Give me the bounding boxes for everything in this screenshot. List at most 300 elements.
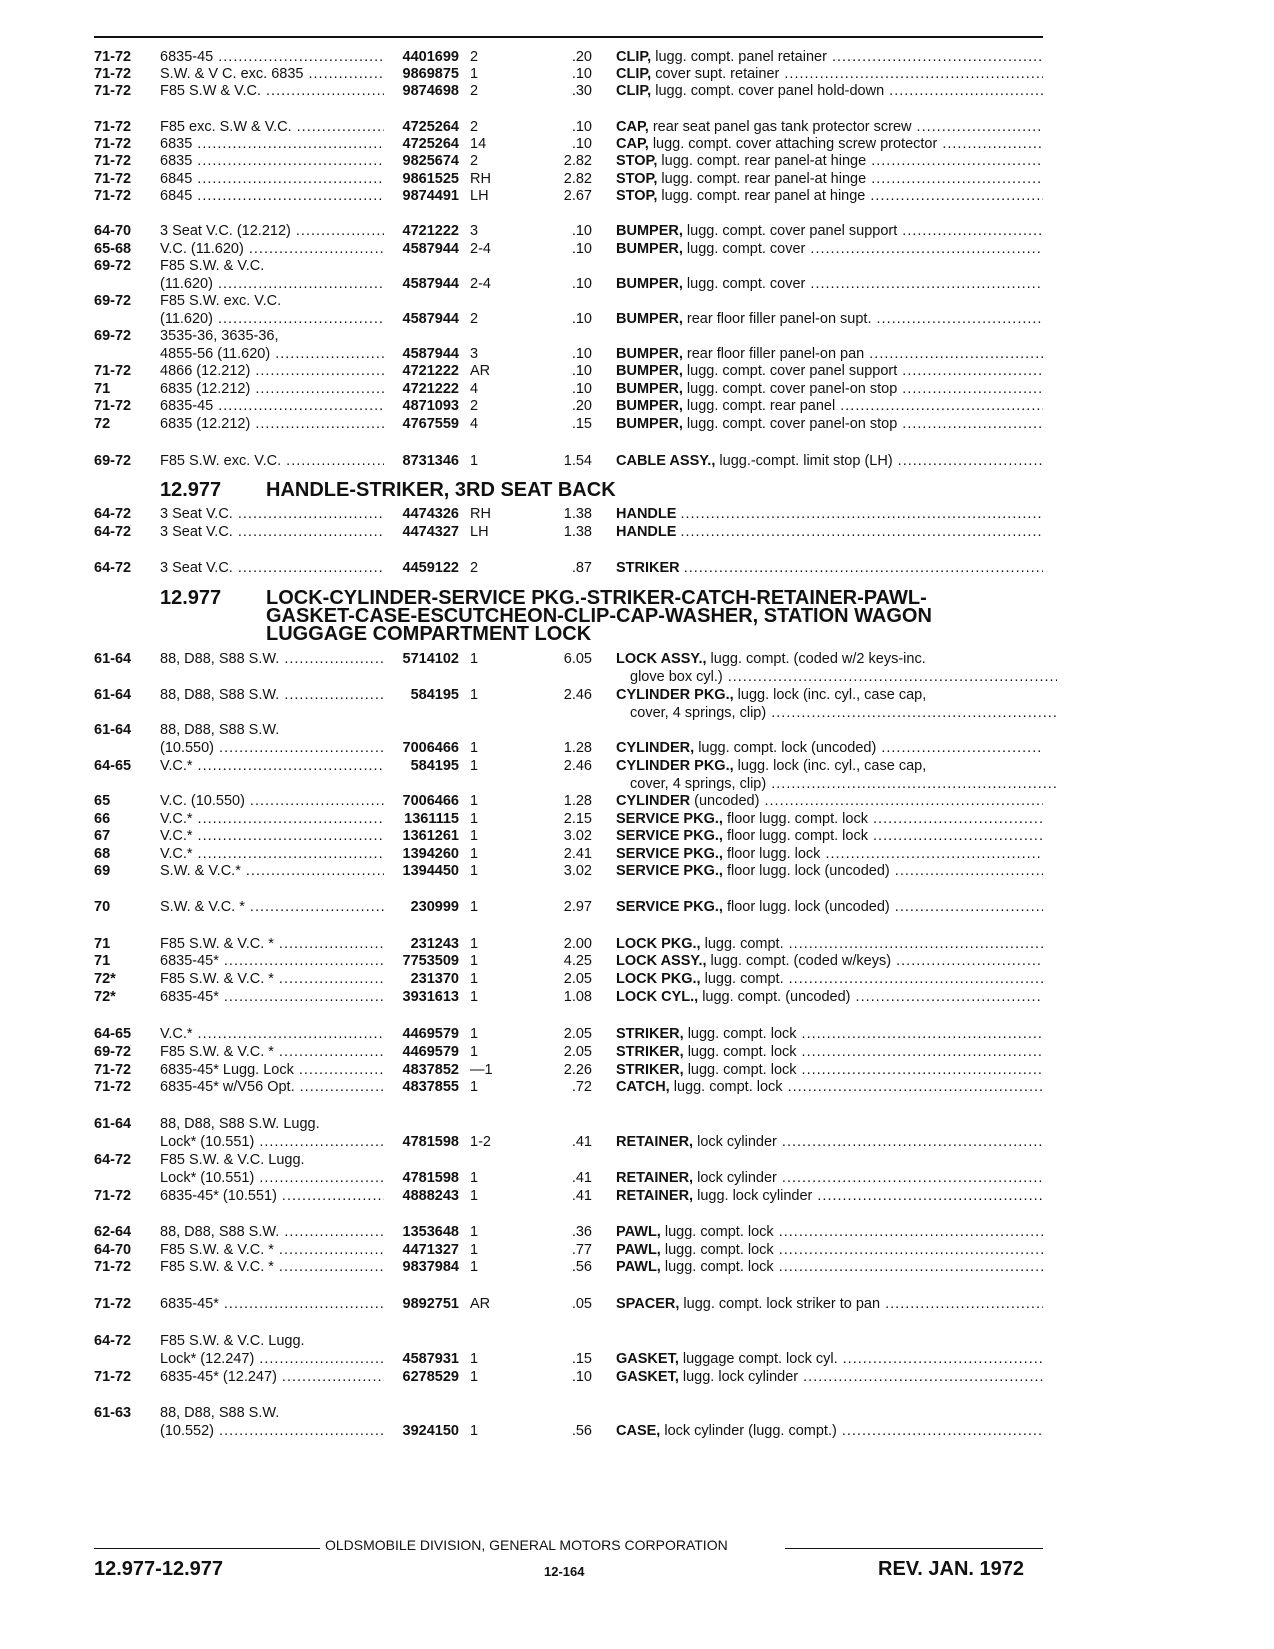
part-description (616, 1187, 1043, 1206)
part-description (616, 1025, 1043, 1044)
model-description: 88, D88, S88 S.W. (160, 1405, 280, 1421)
model-description: F85 S.W. & V.C. * ..... (160, 1241, 384, 1260)
part-detail: lugg. compt. lock (uncoded) (698, 740, 877, 756)
model-year: 65-68 (94, 241, 132, 257)
table-row (0, 222, 1274, 241)
part-number: 231243 (410, 936, 459, 952)
model-description: 3535-36, 3635-36, (160, 328, 279, 344)
part-description (616, 1078, 1043, 1097)
part-number: 3931613 (402, 989, 459, 1005)
model-year: 71-72 (94, 1296, 132, 1312)
part-number: 9874491 (402, 188, 459, 204)
table-row (0, 650, 1274, 669)
quantity: 1 (470, 1423, 479, 1439)
quantity: 1 (470, 1369, 479, 1385)
part-detail: cover, 4 springs, clip) (630, 776, 767, 792)
quantity: 1 (470, 1170, 479, 1186)
model-description: F85 S.W & V.C. ..... (160, 82, 384, 101)
table-row (0, 415, 1274, 434)
part-number: 4587944 (402, 276, 459, 292)
price: .10 (571, 119, 592, 135)
part-name: STRIKER, (616, 1044, 684, 1060)
part-name: LOCK ASSY., (616, 651, 707, 667)
quantity: 1 (470, 1188, 479, 1204)
part-name: CLIP, (616, 49, 652, 65)
table-row (0, 523, 1274, 542)
quantity: 1 (470, 651, 479, 667)
quantity: 2-4 (470, 276, 491, 292)
quantity: 3 (470, 223, 479, 239)
price: .10 (571, 223, 592, 239)
model-description: V.C.* ..... (160, 1025, 384, 1044)
model-description: 6835-45* (10.551) ..... (160, 1187, 384, 1206)
part-number: 4459122 (402, 560, 459, 576)
model-year: 61-64 (94, 1116, 132, 1132)
quantity: 1-2 (470, 1134, 491, 1150)
table-row (0, 988, 1274, 1007)
quantity: 1 (470, 1044, 479, 1060)
model-description: F85 S.W. & V.C. * ..... (160, 1258, 384, 1277)
part-number: 1394260 (402, 846, 459, 862)
model-description: 6835-45* ..... (160, 1295, 384, 1314)
part-name: BUMPER, (616, 241, 683, 257)
table-row (0, 1258, 1274, 1277)
model-description: (10.550) ..... (160, 739, 384, 758)
part-detail: lugg. compt. (coded w/2 keys-inc. (710, 651, 926, 667)
model-description: V.C.* ..... (160, 757, 384, 776)
model-description: 88, D88, S88 S.W. (160, 722, 280, 738)
quantity: 2 (470, 311, 479, 327)
part-detail: floor lugg. lock (uncoded) (726, 899, 890, 915)
price: 1.38 (563, 506, 592, 522)
model-year: 66 (94, 811, 111, 827)
part-name: STRIKER, (616, 1062, 684, 1078)
part-description (616, 1295, 1043, 1314)
price: 2.00 (563, 936, 592, 952)
table-row (0, 1368, 1274, 1387)
part-name: PAWL, (616, 1224, 661, 1240)
table-row (0, 505, 1274, 524)
table-row (0, 82, 1274, 101)
table-row (0, 1169, 1274, 1188)
part-name: BUMPER, (616, 346, 683, 362)
section-title: GASKET-CASE-ESCUTCHEON-CLIP-CAP-WASHER, STATION WAGON (266, 605, 932, 627)
part-name: LOCK PKG., (616, 936, 701, 952)
table-row (0, 397, 1274, 416)
quantity: 1 (470, 1079, 479, 1095)
part-detail: lugg. lock (inc. cyl., case cap, (737, 758, 927, 774)
part-detail: cover supt. retainer (655, 66, 780, 82)
model-year: 61-64 (94, 687, 132, 703)
part-name: CYLINDER (616, 793, 691, 809)
table-row (0, 721, 1274, 740)
model-description: F85 exc. S.W & V.C. ..... (160, 118, 384, 137)
table-row (0, 327, 1274, 346)
part-name: BUMPER, (616, 276, 683, 292)
part-detail: rear floor filler panel-on pan (686, 346, 865, 362)
model-year: 64-70 (94, 1242, 132, 1258)
model-year: 71 (94, 936, 111, 952)
price: .36 (571, 1224, 592, 1240)
price: .15 (571, 416, 592, 432)
model-year: 61-64 (94, 722, 132, 738)
quantity: RH (470, 506, 491, 522)
quantity: RH (470, 171, 491, 187)
price: .10 (571, 363, 592, 379)
part-detail: lugg. compt. cover (686, 241, 806, 257)
model-year: 71-72 (94, 1369, 132, 1385)
part-name: RETAINER, (616, 1170, 694, 1186)
part-description (616, 559, 1043, 578)
table-row (0, 952, 1274, 971)
table-row (0, 1133, 1274, 1152)
part-detail: lugg. compt. lock (664, 1242, 774, 1258)
model-description: (11.620) ..... (160, 275, 384, 294)
price: 1.28 (563, 740, 592, 756)
part-description (616, 862, 1043, 881)
table-row (0, 452, 1274, 471)
price: .41 (571, 1188, 592, 1204)
part-number: 4725264 (402, 119, 459, 135)
part-description (616, 988, 1043, 1007)
part-description (616, 898, 1043, 917)
model-description: V.C.* ..... (160, 827, 384, 846)
part-detail: rear floor filler panel-on supt. (686, 311, 872, 327)
model-year: 71-72 (94, 363, 132, 379)
part-name: CASE, (616, 1423, 661, 1439)
part-description (616, 1350, 1043, 1369)
price: 3.02 (563, 863, 592, 879)
part-number: 4725264 (402, 136, 459, 152)
part-name: RETAINER, (616, 1134, 694, 1150)
price: .10 (571, 311, 592, 327)
quantity: 1 (470, 740, 479, 756)
part-detail: lugg. compt. lock (664, 1259, 774, 1275)
quantity: 1 (470, 793, 479, 809)
price: .20 (571, 49, 592, 65)
part-number: 8731346 (402, 453, 459, 469)
table-row (0, 559, 1274, 578)
part-name: CATCH, (616, 1079, 670, 1095)
table-row (0, 1078, 1274, 1097)
model-description: F85 S.W. exc. V.C. (160, 293, 282, 309)
price: .87 (571, 560, 592, 576)
part-detail: lugg. compt. lock (687, 1026, 797, 1042)
part-number: 4837855 (402, 1079, 459, 1095)
price: 6.05 (563, 651, 592, 667)
part-detail: lugg. compt. (704, 971, 784, 987)
part-number: 4781598 (402, 1170, 459, 1186)
part-detail: lugg. compt. rear panel-at hinge (661, 153, 867, 169)
quantity: 1 (470, 828, 479, 844)
table-row (0, 668, 1274, 687)
part-number: 1394450 (402, 863, 459, 879)
table-row (0, 898, 1274, 917)
part-description (616, 505, 1043, 524)
part-number: 6278529 (402, 1369, 459, 1385)
part-name: SERVICE PKG., (616, 811, 723, 827)
part-number: 230999 (410, 899, 459, 915)
part-name: SERVICE PKG., (616, 863, 723, 879)
footer-corporation: OLDSMOBILE DIVISION, GENERAL MOTORS CORPORATION (325, 1537, 728, 1553)
section-number: 12.977 (160, 479, 222, 501)
part-number: 4401699 (402, 49, 459, 65)
model-description: S.W. & V.C.* ..... (160, 862, 384, 881)
part-name: CLIP, (616, 66, 652, 82)
footer-rule-left (94, 1548, 320, 1549)
part-number: 4469579 (402, 1026, 459, 1042)
price: .56 (571, 1259, 592, 1275)
part-name: LOCK ASSY., (616, 953, 707, 969)
model-year: 71-72 (94, 398, 132, 414)
price: .41 (571, 1170, 592, 1186)
quantity: LH (470, 188, 489, 204)
model-year: 61-63 (94, 1405, 132, 1421)
model-description: S.W. & V C. exc. 6835 ..... (160, 65, 384, 84)
part-name: CAP, (616, 119, 649, 135)
part-detail: lugg. lock cylinder (682, 1369, 799, 1385)
part-name: PAWL, (616, 1259, 661, 1275)
part-name: BUMPER, (616, 381, 683, 397)
quantity: 1 (470, 846, 479, 862)
model-description: Lock* (10.551) ..... (160, 1169, 384, 1188)
part-description (616, 152, 1043, 171)
part-detail: lugg. lock cylinder (697, 1188, 813, 1204)
part-detail: lock cylinder (lugg. compt.) (664, 1423, 837, 1439)
part-detail: lugg. compt. cover panel-on stop (686, 416, 898, 432)
model-description: 88, D88, S88 S.W. ..... (160, 1223, 384, 1242)
model-year: 71-72 (94, 66, 132, 82)
model-description: 6845 ..... (160, 187, 384, 206)
part-detail: lugg. compt. lock (687, 1044, 797, 1060)
model-description: F85 S.W. & V.C. (160, 258, 265, 274)
model-year: 69-72 (94, 1044, 132, 1060)
model-description: 6835 ..... (160, 152, 384, 171)
table-row (0, 1332, 1274, 1351)
part-number: 4587944 (402, 311, 459, 327)
part-description (616, 452, 1043, 471)
part-number: 4721222 (402, 381, 459, 397)
part-description (616, 523, 1043, 542)
model-description: Lock* (10.551) ..... (160, 1133, 384, 1152)
model-year: 64-72 (94, 1152, 132, 1168)
part-detail: lugg. compt. rear panel at hinge (661, 188, 866, 204)
price: .72 (571, 1079, 592, 1095)
model-year: 64-72 (94, 1333, 132, 1349)
section-title: LUGGAGE COMPARTMENT LOCK (266, 623, 592, 645)
model-description: (11.620) ..... (160, 310, 384, 329)
quantity: 1 (470, 687, 479, 703)
part-number: 4587944 (402, 346, 459, 362)
section-number: 12.977 (160, 587, 222, 609)
model-description: 6835-45* ..... (160, 988, 384, 1007)
model-description: 3 Seat V.C. (12.212) ..... (160, 222, 384, 241)
part-detail: floor lugg. compt. lock (726, 828, 868, 844)
part-number: 4587931 (402, 1351, 459, 1367)
model-year: 72 (94, 416, 111, 432)
quantity: 1 (470, 811, 479, 827)
part-detail: floor lugg. lock (uncoded) (726, 863, 890, 879)
price: 1.08 (563, 989, 592, 1005)
part-detail: lugg. compt. rear panel (686, 398, 836, 414)
table-row (0, 686, 1274, 705)
part-description (616, 1043, 1043, 1062)
part-number: 9869875 (402, 66, 459, 82)
model-description: 6835-45* (12.247) ..... (160, 1368, 384, 1387)
part-name: CYLINDER PKG., (616, 758, 734, 774)
table-row (0, 1422, 1274, 1441)
part-description (616, 827, 1043, 846)
table-row (0, 1223, 1274, 1242)
quantity: 1 (470, 1224, 479, 1240)
part-description (616, 362, 1043, 381)
part-description (616, 686, 1043, 705)
model-year: 64-72 (94, 506, 132, 522)
part-name: BUMPER, (616, 311, 683, 327)
price: 2.46 (563, 687, 592, 703)
part-detail: lugg. compt. lock (664, 1224, 774, 1240)
quantity: —1 (470, 1062, 493, 1078)
part-detail: lugg. compt. cover panel support (686, 363, 898, 379)
price: 2.15 (563, 811, 592, 827)
price: 2.05 (563, 971, 592, 987)
part-description (616, 757, 1043, 776)
quantity: 3 (470, 346, 479, 362)
table-row (0, 792, 1274, 811)
part-number: 7006466 (402, 793, 459, 809)
price: 4.25 (563, 953, 592, 969)
part-number: 4471327 (402, 1242, 459, 1258)
part-description (616, 952, 1043, 971)
model-year: 71-72 (94, 171, 132, 187)
part-number: 9874698 (402, 83, 459, 99)
part-number: 4587944 (402, 241, 459, 257)
model-description: Lock* (12.247) ..... (160, 1350, 384, 1369)
model-description: F85 S.W. & V.C. Lugg. (160, 1152, 305, 1168)
part-description (616, 1368, 1043, 1387)
price: 2.26 (563, 1062, 592, 1078)
model-description: V.C.* ..... (160, 810, 384, 829)
table-row (0, 827, 1274, 846)
part-detail: lugg. compt. lock striker to pan (683, 1296, 881, 1312)
price: .10 (571, 381, 592, 397)
model-description: S.W. & V.C. * ..... (160, 898, 384, 917)
part-name: SPACER, (616, 1296, 680, 1312)
part-number: 4837852 (402, 1062, 459, 1078)
model-description: 6835 (12.212) ..... (160, 380, 384, 399)
model-year: 71 (94, 953, 111, 969)
model-year: 72* (94, 971, 116, 987)
price: 1.54 (563, 453, 592, 469)
part-number: 1361261 (402, 828, 459, 844)
part-name: HANDLE (616, 506, 677, 522)
part-description (616, 1169, 1043, 1188)
quantity: 1 (470, 953, 479, 969)
part-name: PAWL, (616, 1242, 661, 1258)
model-description: F85 S.W. & V.C. * ..... (160, 1043, 384, 1062)
part-detail: rear seat panel gas tank protector screw (652, 119, 912, 135)
model-description: (10.552) ..... (160, 1422, 384, 1441)
quantity: 2 (470, 49, 479, 65)
model-description: F85 S.W. & V.C. * ..... (160, 970, 384, 989)
price: 2.05 (563, 1026, 592, 1042)
model-year: 71-72 (94, 49, 132, 65)
part-detail: cover, 4 springs, clip) (630, 705, 767, 721)
model-description: 6835 ..... (160, 135, 384, 154)
model-year: 71-72 (94, 119, 132, 135)
footer-rule-right (785, 1548, 1043, 1549)
model-description: V.C. (10.550) ..... (160, 792, 384, 811)
part-name: CAP, (616, 136, 649, 152)
model-year: 64-72 (94, 524, 132, 540)
model-description: 4855-56 (11.620) ..... (160, 345, 384, 364)
quantity: 2 (470, 398, 479, 414)
quantity: 2 (470, 119, 479, 135)
price: .30 (571, 83, 592, 99)
model-year: 71-72 (94, 83, 132, 99)
part-name: SERVICE PKG., (616, 846, 723, 862)
part-detail: lugg. compt. cover attaching screw protector (652, 136, 938, 152)
table-row (0, 362, 1274, 381)
quantity: 2 (470, 83, 479, 99)
quantity: AR (470, 363, 491, 379)
quantity: 1 (470, 899, 479, 915)
footer-page-number: 12-164 (544, 1564, 585, 1579)
price: .10 (571, 1369, 592, 1385)
part-number: 4767559 (402, 416, 459, 432)
part-detail: luggage compt. lock cyl. (682, 1351, 838, 1367)
model-description: 6845 ..... (160, 170, 384, 189)
price: 2.05 (563, 1044, 592, 1060)
quantity: 1 (470, 1026, 479, 1042)
part-detail: lugg. compt. (704, 936, 784, 952)
price: .56 (571, 1423, 592, 1439)
footer-group-range: 12.977-12.977 (94, 1558, 224, 1580)
quantity: AR (470, 1296, 491, 1312)
part-number: 4474327 (402, 524, 459, 540)
part-description (616, 970, 1043, 989)
model-description: 6835-45 ..... (160, 397, 384, 416)
part-detail: (uncoded) (694, 793, 760, 809)
price: .10 (571, 241, 592, 257)
price: .10 (571, 346, 592, 362)
part-number: 3924150 (402, 1423, 459, 1439)
model-year: 69-72 (94, 293, 132, 309)
quantity: 1 (470, 66, 479, 82)
part-number: 9892751 (402, 1296, 459, 1312)
quantity: 2 (470, 153, 479, 169)
price: .41 (571, 1134, 592, 1150)
model-description: V.C. (11.620) ..... (160, 240, 384, 259)
part-number: 584195 (410, 687, 459, 703)
part-number: 4721222 (402, 223, 459, 239)
top-rule (94, 36, 1043, 38)
part-description (616, 187, 1043, 206)
part-description (616, 668, 1057, 687)
part-number: 231370 (410, 971, 459, 987)
model-year: 71-72 (94, 1062, 132, 1078)
model-description: 6835-45 ..... (160, 48, 384, 67)
part-name: BUMPER, (616, 416, 683, 432)
part-description (616, 1223, 1043, 1242)
part-number: 4871093 (402, 398, 459, 414)
model-description: 6835-45* Lugg. Lock ..... (160, 1061, 384, 1080)
part-number: 1353648 (402, 1224, 459, 1240)
part-description (616, 222, 1043, 241)
model-year: 69-72 (94, 328, 132, 344)
price: .10 (571, 276, 592, 292)
part-detail: lugg. compt. cover panel-on stop (686, 381, 898, 397)
